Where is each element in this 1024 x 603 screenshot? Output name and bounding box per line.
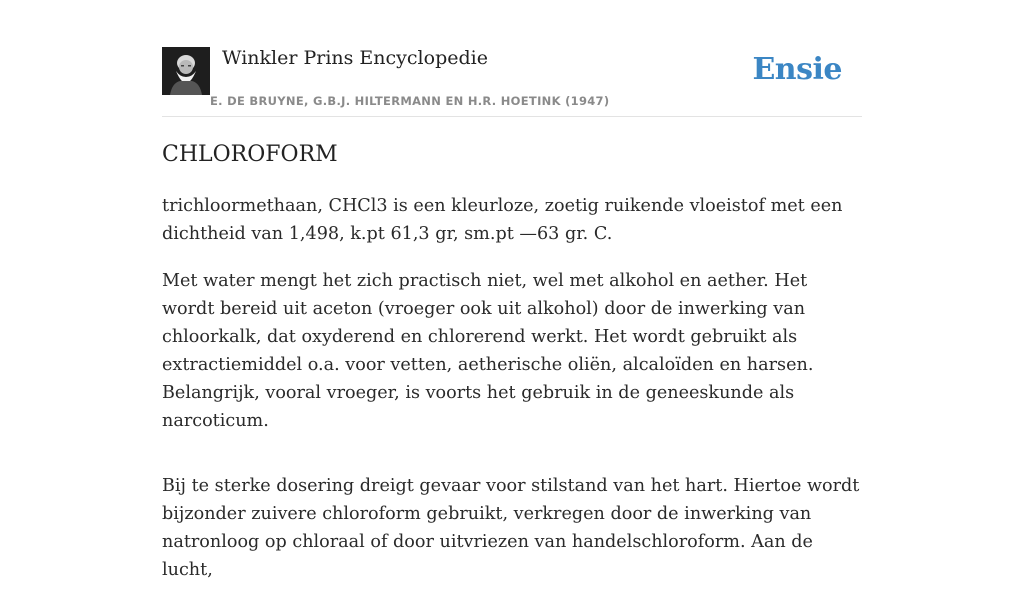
paragraph-spacer [162, 454, 862, 472]
article-paragraph: Bij te sterke dosering dreigt gevaar voor stilstand van het hart. Hiertoe wordt bijzonder zuivere chloroform gebruikt, verkregen door de inwerking van natronloog op chloraal of door uitvriezen van handelschloroform. Aan de lucht, [162, 476, 860, 580]
site-header [162, 44, 862, 117]
article-body [162, 138, 862, 603]
author-portrait-icon[interactable] [162, 47, 210, 95]
ensie-logo-link[interactable]: Ensie [752, 52, 842, 87]
authors-line: E. DE BRUYNE, G.B.J. HILTERMANN EN H.R. HOETINK (1947) [210, 94, 610, 108]
site-title[interactable]: Winkler Prins Encyclopedie [222, 47, 488, 69]
article-paragraph: Met water mengt het zich practisch niet, wel met alkohol en aether. Het wordt bereid uit aceton (vroeger ook uit alkohol) door de inwerking van chloorkalk, dat oxyderend en chlorerend werkt. Het wordt gebruikt als extractiemiddel o.a. voor vetten, aetherische oliën, alcaloïden en harsen. Belangrijk, vooral vroeger, is voorts het gebruik in de geneeskunde als narcoticum. [162, 271, 814, 431]
article-title: CHLOROFORM [162, 142, 338, 167]
article-paragraph: trichloormethaan, CHCl3 is een kleurloze, zoetig ruikende vloeistof met een dichtheid van 1,498, k.pt 61,3 gr, sm.pt —63 gr. C. [162, 196, 843, 244]
